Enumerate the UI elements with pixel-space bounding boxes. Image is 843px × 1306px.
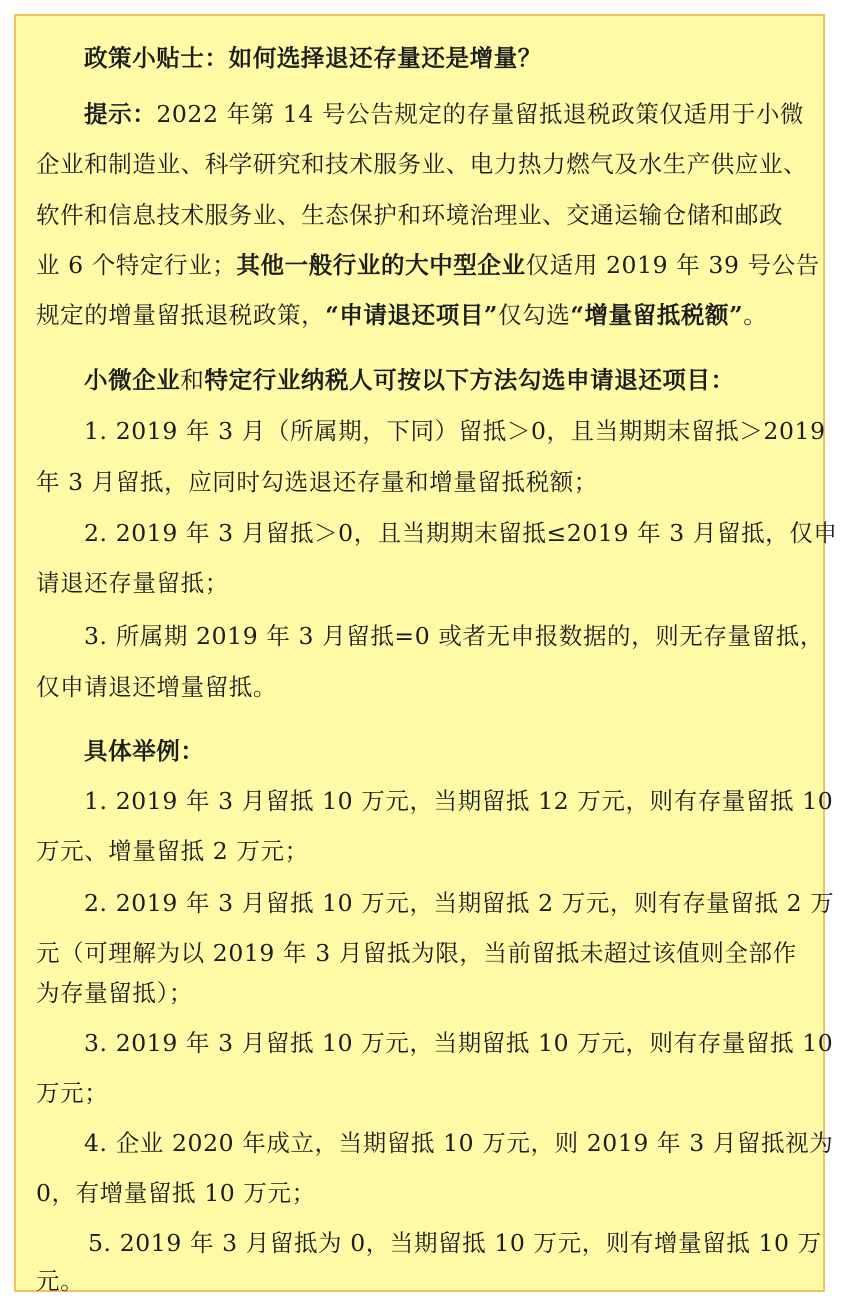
hint-line-5-c: 仅勾选 — [498, 301, 571, 329]
method-3-line-2: 仅申请退还增量留抵。 — [36, 673, 277, 701]
method-intro — [84, 365, 735, 395]
hint-label: 提示： — [84, 100, 157, 128]
method-2-line-2: 请退还存量留抵； — [36, 569, 229, 597]
policy-tip-panel — [14, 14, 838, 1295]
example-2-line-3: 为存量留抵）； — [36, 979, 193, 1007]
hint-line-5-e: 。 — [743, 301, 768, 329]
example-4-line-2: 0，有增量留抵 10 万元； — [36, 1179, 316, 1207]
hint-line-4-c: 仅适用 2019 年 39 号公告 — [525, 251, 820, 279]
example-3-line-2: 万元； — [36, 1079, 109, 1107]
example-1-line-2: 万元、增量留抵 2 万元； — [36, 837, 309, 865]
example-2-line-1: 2. 2019 年 3 月留抵 10 万元，当期留抵 2 万元，则有存量留抵 2 万 — [84, 889, 835, 917]
method-intro-b: 和 — [180, 366, 205, 394]
method-1-line-2: 年 3 月留抵，应同时勾选退还存量和增量留抵税额； — [36, 468, 598, 496]
method-intro-a: 小微企业 — [84, 366, 181, 394]
example-3-line-1: 3. 2019 年 3 月留抵 10 万元，当期留抵 10 万元，则有存量留抵 10 — [84, 1029, 834, 1057]
hint-line-2: 企业和制造业、科学研究和技术服务业、电力热力燃气及水生产供应业、 — [36, 150, 808, 178]
hint-line-4 — [36, 250, 820, 280]
hint-line-5-a: 规定的增量留抵退税政策， — [36, 301, 326, 329]
hint-line-1 — [84, 99, 804, 129]
method-1-line-1: 1. 2019 年 3 月（所属期，下同）留抵＞0，且当期期末留抵＞2019 — [84, 417, 826, 445]
hint-line-1-text: 2022 年第 14 号公告规定的存量留抵退税政策仅适用于小微 — [156, 100, 805, 128]
hint-line-4-a: 业 6 个特定行业； — [36, 251, 237, 279]
method-3-line-1: 3. 所属期 2019 年 3 月留抵=0 或者无申报数据的，则无存量留抵， — [84, 622, 824, 650]
method-2-line-1: 2. 2019 年 3 月留抵＞0，且当期期末留抵≤2019 年 3 月留抵，仅申 — [84, 519, 838, 547]
hint-line-5 — [36, 300, 767, 330]
hint-line-5-bold-2: “增量留抵税额” — [570, 301, 744, 329]
example-2-line-2: 元（可理解为以 2019 年 3 月留抵为限，当前留抵未超过该值则全部作 — [36, 939, 797, 967]
example-4-line-1: 4. 企业 2020 年成立，当期留抵 10 万元，则 2019 年 3 月留抵视为 — [84, 1129, 834, 1157]
hint-line-4-bold: 其他一般行业的大中型企业 — [236, 251, 526, 279]
hint-line-5-bold-1: “申请退还项目” — [325, 301, 499, 329]
hint-line-3: 软件和信息技术服务业、生态保护和环境治理业、交通运输仓储和邮政 — [36, 201, 784, 229]
examples-heading: 具体举例： — [84, 737, 205, 765]
example-1-line-1: 1. 2019 年 3 月留抵 10 万元，当期留抵 12 万元，则有存量留抵 10 — [84, 787, 834, 815]
method-intro-c: 特定行业纳税人可按以下方法勾选申请退还项目： — [204, 366, 735, 394]
example-5-line-1: 5. 2019 年 3 月留抵为 0，当期留抵 10 万元，则有增量留抵 10 万 — [88, 1229, 822, 1257]
example-5-line-2: 元。 — [36, 1267, 85, 1295]
tip-heading: 政策小贴士：如何选择退还存量还是增量？ — [84, 44, 542, 72]
